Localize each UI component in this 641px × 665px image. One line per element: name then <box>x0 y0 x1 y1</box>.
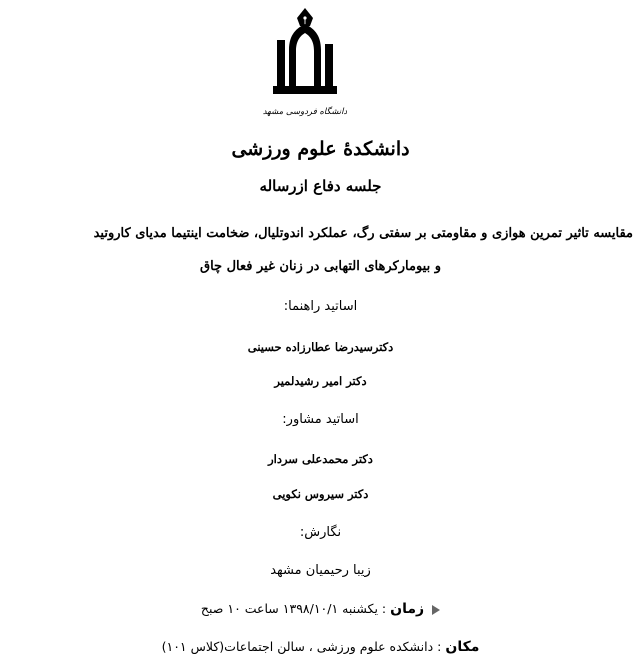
thesis-title-line-2: و بیومارکرهای التهابی در زنان غیر فعال چاق <box>199 259 441 274</box>
place-row <box>0 639 641 655</box>
time-row <box>0 601 641 617</box>
advisor-name-1: دکترسیدرضا عطارزاده حسینی <box>247 340 394 354</box>
faculty-title: دانشکدهٔ علوم ورزشی <box>231 138 410 160</box>
consultants-label: اساتید مشاور: <box>282 412 359 427</box>
consultant-name-1: دکتر محمدعلی سردار <box>268 452 373 466</box>
place-label: مکان <box>445 639 480 655</box>
time-label: زمان <box>390 601 425 617</box>
place-separator: : <box>433 639 446 654</box>
thesis-title-line-1: مقایسه تاثیر تمرین هوازی و مقاومتی بر سفتی رگ، عملکرد اندوتلیال، ضخامت اینتیما مدیای کاروتید <box>93 226 633 241</box>
university-logo-icon <box>263 4 347 128</box>
advisor-name-2: دکتر امیر رشیدلمیر <box>274 374 367 388</box>
time-value: یکشنبه ۱۳۹۸/۱۰/۱ ساعت ۱۰ صبح <box>200 601 378 616</box>
logo-caption: دانشگاه فردوسی مشهد <box>263 107 347 117</box>
bullet-triangle-icon <box>432 605 440 615</box>
session-title: جلسه دفاع ازرساله <box>259 177 382 195</box>
advisors-label: اساتید راهنما: <box>283 299 358 314</box>
place-value: دانشکده علوم ورزشی ، سالن اجتماعات(کلاس ۱۰۱) <box>161 639 434 654</box>
writer-label: نگارش: <box>299 525 342 540</box>
time-separator: : <box>377 601 391 616</box>
writer-name: زیبا رحیمیان مشهد <box>270 563 371 578</box>
consultant-name-2: دکتر سیروس نکویی <box>272 487 369 501</box>
